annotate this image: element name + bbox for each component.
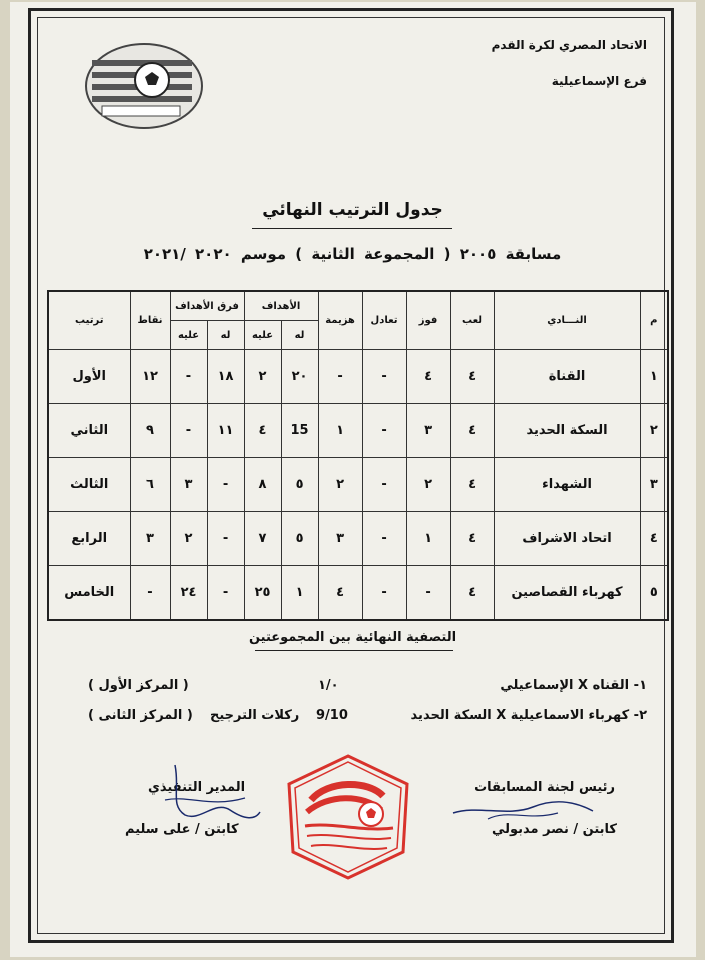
competition-head-name: كابتن / نصر مدبولي [491,822,617,837]
cell-num: ٢ [640,404,668,458]
executive-director-title: المدير التنفيذي [148,780,246,795]
cell-diff-against: ٢٤ [170,565,207,620]
branch-name: فرع الإسماعيلية [551,74,647,88]
cell-points: ١٢ [130,350,170,404]
cell-won: ١ [406,511,450,565]
cell-rank: الثالث [48,458,130,512]
competition-subtitle: مسابقة ٢٠٠٥ ( المجموعة الثانية ) موسم ٢٠٢٠ /٢٠٢١ [143,245,562,263]
cell-played: ٤ [450,458,494,512]
cell-num: ١ [640,350,668,404]
cell-points: ٣ [130,511,170,565]
cell-lost: ٤ [318,565,362,620]
cell-played: ٤ [450,404,494,458]
header-played: لعب [450,291,494,350]
cell-goals-against: ٧ [244,511,281,565]
cell-goals-for: ٢٠ [281,350,318,404]
cell-played: ٤ [450,565,494,620]
page-title: جدول الترتيب النهائي [262,200,443,220]
cell-goals-for: ١ [281,565,318,620]
cell-rank: الثاني [48,404,130,458]
match2-note: ( المركز الثانى ) [88,708,193,723]
header-drawn: تعادل [362,291,406,350]
header-won: فوز [406,291,450,350]
table-row [48,350,668,404]
cell-diff-against: - [170,404,207,458]
cell-goals-against: ٤ [244,404,281,458]
cell-drawn: - [362,458,406,512]
playoff-title: التصفية النهائية بين المجموعتين [248,630,457,645]
title-underline [252,228,452,229]
cell-drawn: - [362,511,406,565]
table-row [48,511,668,565]
cell-diff-for: - [207,565,244,620]
competition-head-title: رئيس لجنة المسابقات [474,780,615,795]
header-diff: فرق الأهداف [170,291,244,321]
cell-drawn: - [362,404,406,458]
signature-right [448,795,598,825]
header-diff-against: عليه [170,321,207,350]
cell-lost: ٣ [318,511,362,565]
cell-diff-against: - [170,350,207,404]
header-goals: الأهداف [244,291,318,321]
table-row [48,458,668,512]
header-rank: ترتيب [48,291,130,350]
cell-club: اتحاد الاشراف [494,511,640,565]
cell-goals-for: ٥ [281,511,318,565]
cell-club: الشهداء [494,458,640,512]
cell-diff-for: ١٨ [207,350,244,404]
cell-goals-for: ٥ [281,458,318,512]
header-points: نقاط [130,291,170,350]
standings-table [47,290,669,621]
match2-score: 9/10 [316,708,348,723]
cell-points: ٩ [130,404,170,458]
cell-club: القناة [494,350,640,404]
cell-num: ٤ [640,511,668,565]
header-goals-against: عليه [244,321,281,350]
org-name: الاتحاد المصري لكرة القدم [491,38,647,52]
football-association-logo [82,42,207,130]
cell-num: ٥ [640,565,668,620]
cell-goals-against: ٢ [244,350,281,404]
cell-diff-against: ٣ [170,458,207,512]
cell-points: ٦ [130,458,170,512]
cell-diff-against: ٢ [170,511,207,565]
header-lost: هزيمة [318,291,362,350]
cell-rank: الرابع [48,511,130,565]
playoff-underline [255,650,453,651]
cell-played: ٤ [450,350,494,404]
match1-score: ١/٠ [318,678,339,693]
match1-label: ١- القناه X الإسماعيلي [500,678,647,693]
cell-drawn: - [362,565,406,620]
cell-club: كهرباء القصاصين [494,565,640,620]
cell-rank: الخامس [48,565,130,620]
executive-director-name: كابتن / على سليم [125,822,239,837]
header-diff-for: له [207,321,244,350]
table-row [48,404,668,458]
cell-lost: - [318,350,362,404]
cell-rank: الأول [48,350,130,404]
cell-points: - [130,565,170,620]
cell-won: ٣ [406,404,450,458]
official-stamp [283,752,413,882]
signature-left [155,760,265,830]
cell-diff-for: - [207,511,244,565]
cell-played: ٤ [450,511,494,565]
cell-diff-for: - [207,458,244,512]
cell-won: ٢ [406,458,450,512]
match2-method: ركلات الترجيح [210,708,300,723]
cell-lost: ٢ [318,458,362,512]
match1-note: ( المركز الأول ) [88,678,189,693]
header-num: م [640,291,668,350]
cell-diff-for: ١١ [207,404,244,458]
cell-lost: ١ [318,404,362,458]
header-club: النـــادي [494,291,640,350]
cell-num: ٣ [640,458,668,512]
cell-goals-against: ٢٥ [244,565,281,620]
cell-won: ٤ [406,350,450,404]
header-goals-for: له [281,321,318,350]
match2-label: ٢- كهرباء الاسماعيلية X السكة الحديد [410,708,647,723]
cell-goals-against: ٨ [244,458,281,512]
table-row [48,565,668,620]
cell-club: السكة الحديد [494,404,640,458]
cell-won: - [406,565,450,620]
cell-goals-for: 15 [281,404,318,458]
cell-drawn: - [362,350,406,404]
